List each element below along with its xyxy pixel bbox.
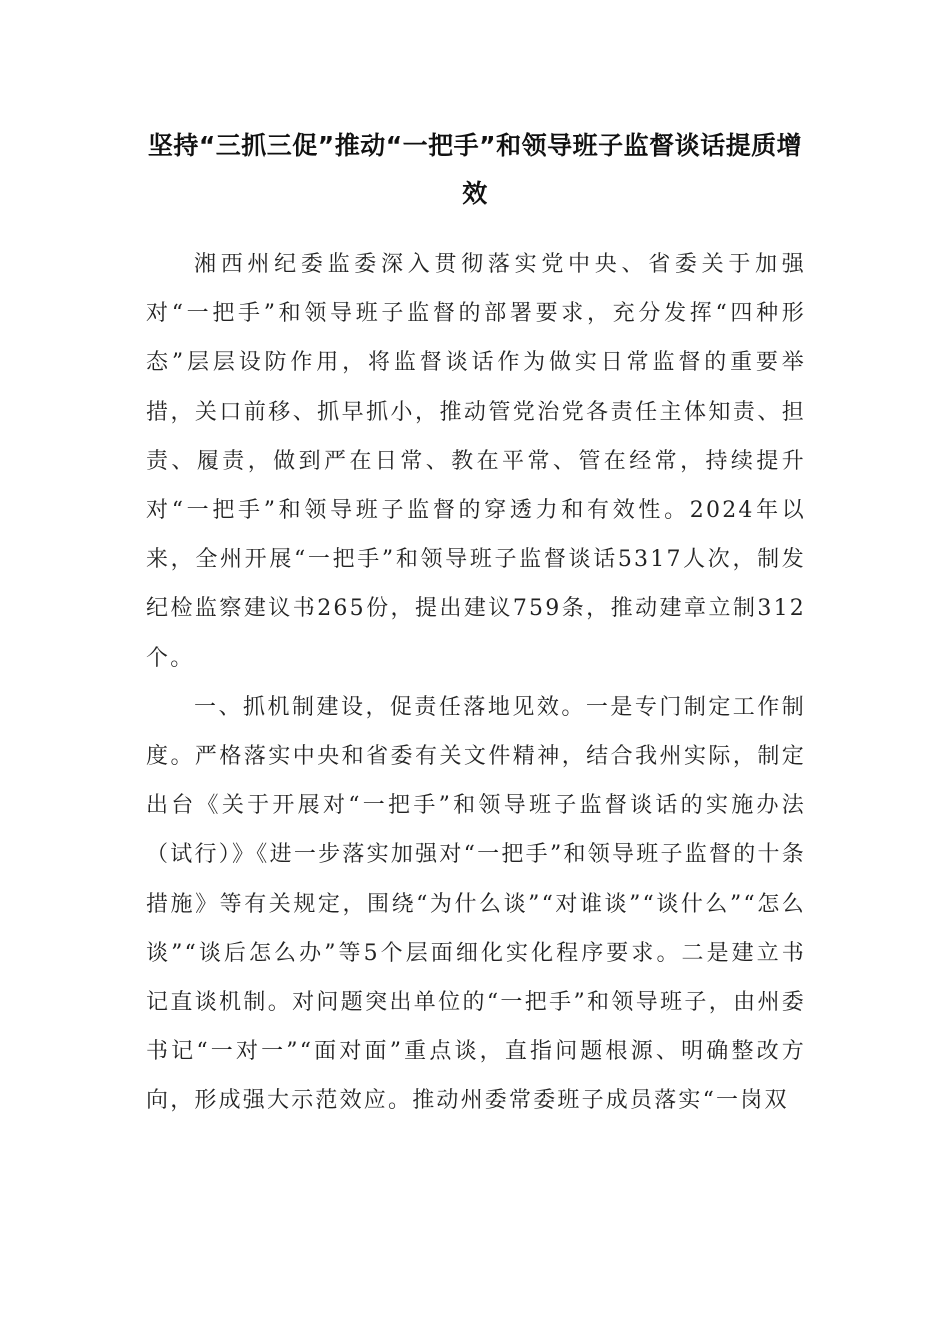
document-body	[146, 240, 806, 1126]
document-title: 坚持“三抓三促”推动“一把手”和领导班子监督谈话提质增效	[147, 131, 803, 208]
paragraph-intro: 湘西州纪委监委深入贯彻落实党中央、省委关于加强对“一把手”和领导班子监督的部署要求，充分发挥“四种形态”层层设防作用，将监督谈话作为做实日常监督的重要举措，关口前移、抓早抓小，推动管党治党各责任主体知责、担责、履责，做到严在日常、教在平常、管在经常，持续提升对“一把手”和领导班子监督的穿透力和有效性。2024年以来，全州开展“一把手”和领导班子监督谈话5317人次，制发纪检监察建议书265份，提出建议759条，推动建章立制312个。	[146, 252, 806, 671]
paragraph-section-one: 一、抓机制建设，促责任落地见效。一是专门制定工作制度。严格落实中央和省委有关文件精神，结合我州实际，制定出台《关于开展对“一把手”和领导班子监督谈话的实施办法（试行）》《进一步落实加强对“一把手”和领导班子监督的十条措施》等有关规定，围绕“为什么谈”“对谁谈”“谈什么”“怎么谈”“谈后怎么办”等5个层面细化实化程序要求。二是建立书记直谈机制。对问题突出单位的“一把手”和领导班子，由州委书记“一对一”“面对面”重点谈，直指问题根源、明确整改方向，形成强大示范效应。推动州委常委班子成员落实“一岗双	[146, 694, 806, 1114]
